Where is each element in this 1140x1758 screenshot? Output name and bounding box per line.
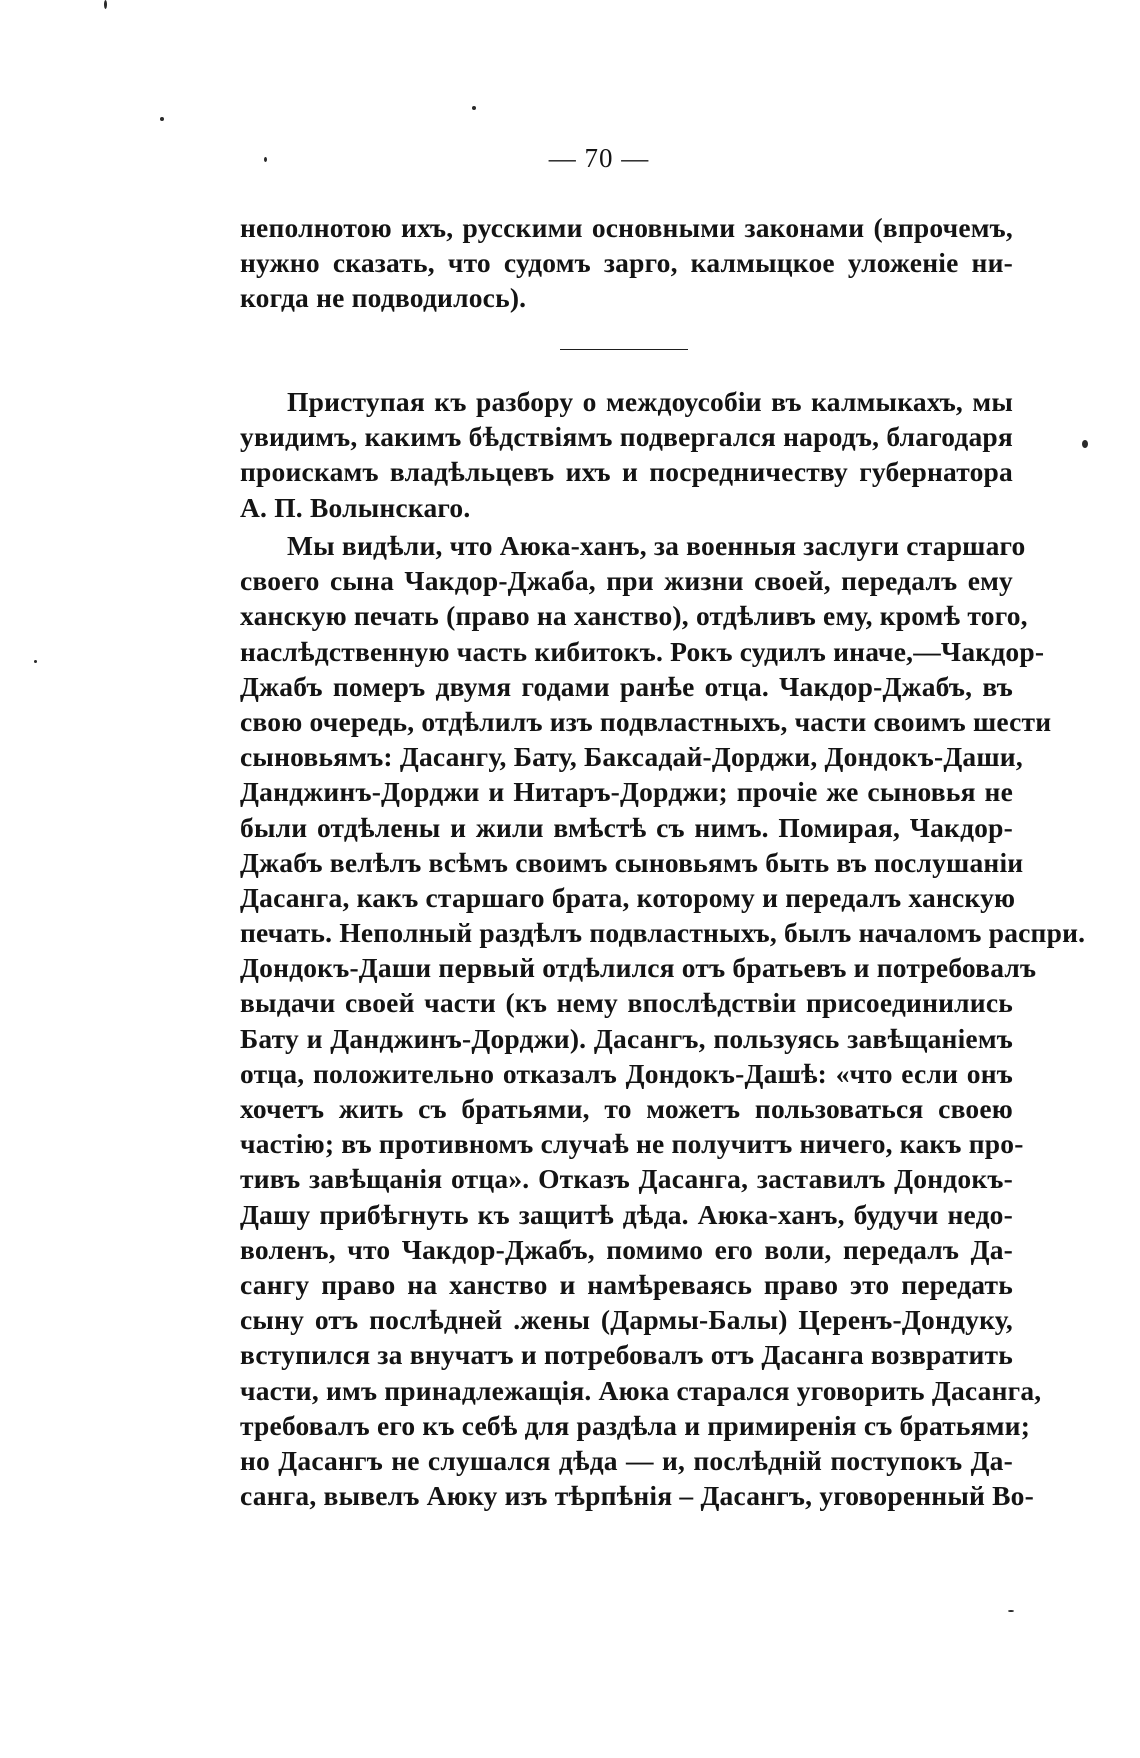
text-line: Приступая къ разбору о междоусобіи въ калмыкахъ, мы xyxy=(287,386,1013,417)
text-line: Дондокъ-Даши первый отдѣлился отъ братьевъ и потребовалъ xyxy=(240,952,1037,984)
text-line: воленъ, что Чакдор-Джабъ, помимо его воли, передалъ Да- xyxy=(240,1233,1013,1265)
scan-speck xyxy=(1082,440,1088,448)
text-line: санга, вывелъ Аюку изъ тѣрпѣнія – Дасангъ, уговоренный Во- xyxy=(240,1480,1034,1512)
scan-speck xyxy=(104,0,107,9)
text-line: сангу право на ханство и намѣреваясь право это передать xyxy=(240,1268,1013,1300)
scan-speck xyxy=(160,117,164,121)
text-line: Бату и Данджинъ-Дорджи). Дасангъ, пользуясь завѣщаніемъ xyxy=(240,1022,1013,1054)
text-line: проискамъ владѣльцевъ ихъ и посредничеству губернатора xyxy=(240,456,1013,488)
text-line: Данджинъ-Дорджи и Нитаръ-Дорджи; прочіе же сыновья не xyxy=(240,776,1013,808)
text-line: Мы видѣли, что Аюка-ханъ, за военныя заслуги старшаго xyxy=(287,530,1026,561)
text-line: сыну отъ послѣдней .жены (Дармы-Балы) Церенъ-Дондуку, xyxy=(240,1304,1013,1336)
text-line: своего сына Чакдор-Джаба, при жизни своей, передалъ ему xyxy=(240,565,1013,597)
scan-speck xyxy=(34,660,37,663)
scan-speck xyxy=(472,106,476,110)
text-line: сыновьямъ: Дасангу, Бату, Баксадай-Дорджи, Дондокъ-Даши, xyxy=(240,741,1023,773)
text-line: хочетъ жить съ братьями, то можетъ пользоваться своею xyxy=(240,1093,1013,1124)
text-line: ханскую печать (право на ханство), отдѣливъ ему, кромѣ того, xyxy=(240,600,1028,632)
paragraph-continued xyxy=(240,210,1013,316)
text-line: наслѣдственную часть кибитокъ. Рокъ судилъ иначе,—Чакдор- xyxy=(240,635,1045,667)
paragraph-main xyxy=(240,528,1086,1513)
text-line: Джабъ велѣлъ всѣмъ своимъ сыновьямъ быть въ послушаніи xyxy=(240,846,1024,878)
text-line: Джабъ померъ двумя годами ранѣе отца. Чакдор-Джабъ, въ xyxy=(240,670,1013,702)
text-line: печать. Неполный раздѣлъ подвластныхъ, былъ началомъ распри. xyxy=(240,917,1086,949)
text-line: Дашу прибѣгнуть къ защитѣ дѣда. Аюка-ханъ, будучи недо- xyxy=(240,1198,1013,1230)
text-line: выдачи своей части (къ нему впослѣдствіи присоединились xyxy=(240,987,1013,1019)
page-number: — 70 — xyxy=(548,143,650,173)
text-line: Дасанга, какъ старшаго брата, которому и передалъ ханскую xyxy=(240,881,1016,913)
paragraph-introduction xyxy=(240,384,1013,525)
scan-speck xyxy=(1008,1610,1014,1612)
text-line: требовалъ его къ себѣ для раздѣла и примиренія съ братьями; xyxy=(240,1409,1031,1441)
text-line: свою очередь, отдѣлилъ изъ подвластныхъ, части своимъ шести xyxy=(240,705,1052,737)
text-line: увидимъ, какимъ бѣдствіямъ подвергался народъ, благодаря xyxy=(240,421,1013,453)
text-line: неполнотою ихъ, русскими основными законами (впрочемъ, xyxy=(240,212,1013,243)
text-line: были отдѣлены и жили вмѣстѣ съ нимъ. Помирая, Чакдор- xyxy=(240,811,1013,843)
scan-speck xyxy=(264,157,267,162)
text-line: части, имъ принадлежащія. Аюка старался уговорить Дасанга, xyxy=(240,1374,1042,1406)
text-line: когда не подводилось). xyxy=(240,282,527,314)
text-line: отца, положительно отказалъ Дондокъ-Дашѣ: «что если онъ xyxy=(240,1057,1013,1089)
text-line: частію; въ противномъ случаѣ не получитъ ничего, какъ про- xyxy=(240,1128,1024,1160)
text-line: нужно сказать, что судомъ зарго, калмыцкое уложеніе ни- xyxy=(240,247,1013,279)
text-line: вступился за внучатъ и потребовалъ отъ Дасанга возвратить xyxy=(240,1339,1013,1371)
text-line: А. П. Волынскаго. xyxy=(240,491,471,523)
text-line: но Дасангъ не слушался дѣда — и, послѣдній поступокъ Да- xyxy=(240,1444,1013,1476)
text-line: тивъ завѣщанія отца». Отказъ Дасанга, заставилъ Дондокъ- xyxy=(240,1163,1013,1195)
section-divider xyxy=(560,349,688,350)
